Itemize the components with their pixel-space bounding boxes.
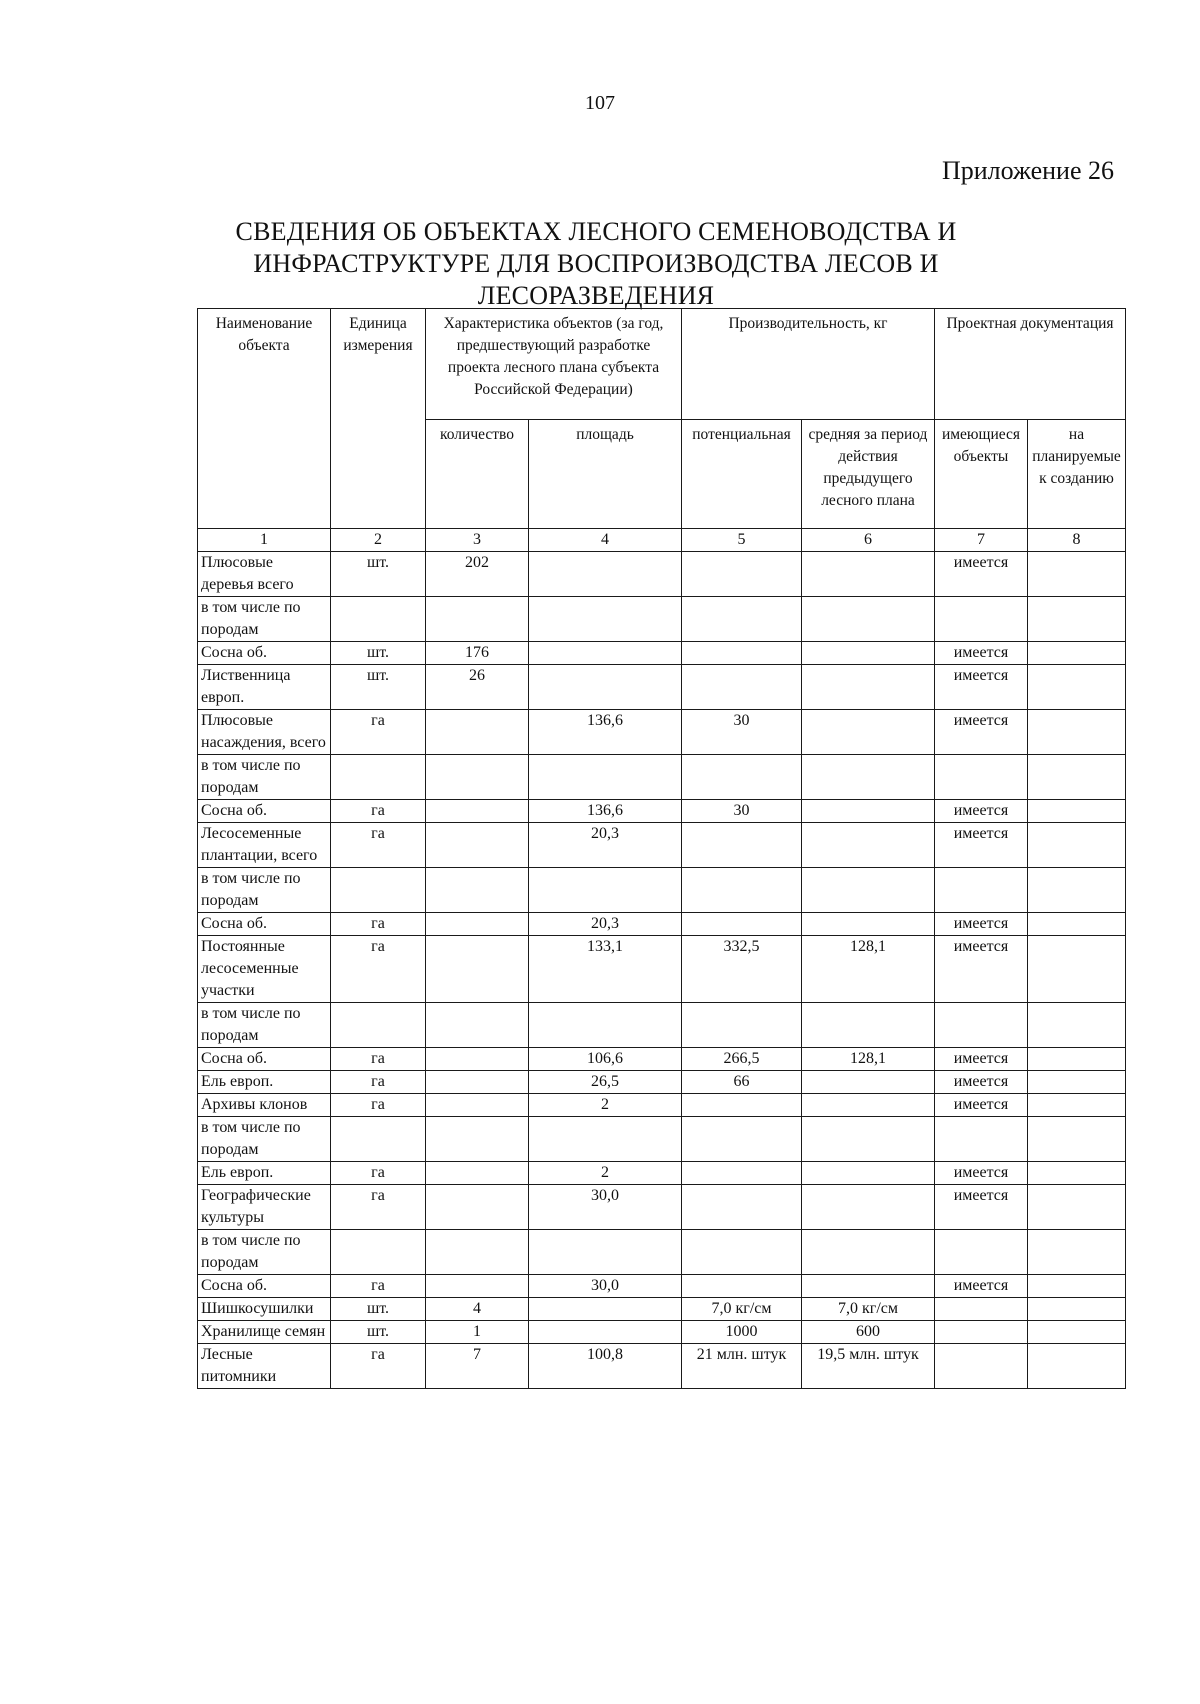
cell-planned [1028, 1185, 1126, 1230]
table-row [198, 665, 1126, 710]
cell-quantity [426, 1048, 529, 1071]
cell-potential [682, 1230, 802, 1275]
cell-average: 19,5 млн. штук [802, 1344, 935, 1389]
cell-existing: имеется [935, 823, 1028, 868]
cell-planned [1028, 755, 1126, 800]
header-planned: на планируемые к созданию [1028, 420, 1126, 529]
cell-quantity [426, 1162, 529, 1185]
cell-existing [935, 1321, 1028, 1344]
cell-name: в том числе по породам [198, 1230, 331, 1275]
cell-area: 26,5 [529, 1071, 682, 1094]
cell-potential: 1000 [682, 1321, 802, 1344]
cell-name: в том числе по породам [198, 755, 331, 800]
column-number: 6 [802, 529, 935, 552]
header-area: площадь [529, 420, 682, 529]
cell-quantity [426, 1185, 529, 1230]
header-name: Наименование объекта [198, 309, 331, 529]
cell-quantity [426, 1230, 529, 1275]
cell-existing: имеется [935, 642, 1028, 665]
cell-average: 128,1 [802, 1048, 935, 1071]
cell-name: Плюсовые насаждения, всего [198, 710, 331, 755]
cell-quantity [426, 868, 529, 913]
cell-average: 600 [802, 1321, 935, 1344]
cell-average [802, 552, 935, 597]
cell-area [529, 597, 682, 642]
cell-name: Сосна об. [198, 1048, 331, 1071]
column-numbers-row [198, 529, 1126, 552]
cell-area [529, 552, 682, 597]
table-row [198, 755, 1126, 800]
header-documentation: Проектная документация [935, 309, 1126, 420]
cell-average [802, 755, 935, 800]
cell-name: Ель европ. [198, 1071, 331, 1094]
cell-average [802, 868, 935, 913]
cell-unit [331, 868, 426, 913]
cell-average [802, 1071, 935, 1094]
cell-average [802, 1094, 935, 1117]
cell-unit [331, 1117, 426, 1162]
cell-potential: 66 [682, 1071, 802, 1094]
cell-name: Хранилище семян [198, 1321, 331, 1344]
page-number: 107 [585, 92, 615, 114]
cell-potential [682, 552, 802, 597]
cell-unit: га [331, 800, 426, 823]
cell-name: в том числе по породам [198, 1117, 331, 1162]
cell-planned [1028, 552, 1126, 597]
cell-area: 20,3 [529, 913, 682, 936]
table-row [198, 936, 1126, 1003]
cell-unit: шт. [331, 642, 426, 665]
cell-potential [682, 913, 802, 936]
cell-quantity: 202 [426, 552, 529, 597]
table-row [198, 1298, 1126, 1321]
table-row [198, 1094, 1126, 1117]
cell-potential: 266,5 [682, 1048, 802, 1071]
cell-area: 136,6 [529, 710, 682, 755]
cell-area: 2 [529, 1094, 682, 1117]
header-characteristics: Характеристика объектов (за год, предшествующий разработке проекта лесного плана субъекта Российской Федерации) [426, 309, 682, 420]
cell-potential [682, 823, 802, 868]
cell-area: 30,0 [529, 1275, 682, 1298]
cell-existing: имеется [935, 913, 1028, 936]
table-row [198, 597, 1126, 642]
cell-average: 128,1 [802, 936, 935, 1003]
cell-planned [1028, 1230, 1126, 1275]
seed-objects-table [197, 308, 1126, 1389]
header-productivity: Производительность, кг [682, 309, 935, 420]
table-row [198, 642, 1126, 665]
cell-potential [682, 868, 802, 913]
cell-unit: шт. [331, 1298, 426, 1321]
cell-unit: шт. [331, 1321, 426, 1344]
cell-unit: га [331, 1162, 426, 1185]
cell-average [802, 913, 935, 936]
cell-name: Лесные питомники [198, 1344, 331, 1389]
cell-existing [935, 1003, 1028, 1048]
table-row [198, 1003, 1126, 1048]
table-row [198, 823, 1126, 868]
cell-planned [1028, 913, 1126, 936]
header-quantity: количество [426, 420, 529, 529]
cell-planned [1028, 936, 1126, 1003]
cell-existing: имеется [935, 665, 1028, 710]
cell-potential [682, 1003, 802, 1048]
cell-name: Сосна об. [198, 1275, 331, 1298]
cell-name: Лиственница европ. [198, 665, 331, 710]
column-number: 2 [331, 529, 426, 552]
cell-planned [1028, 1094, 1126, 1117]
table-row [198, 868, 1126, 913]
cell-average [802, 800, 935, 823]
table-row [198, 1162, 1126, 1185]
cell-name: Сосна об. [198, 642, 331, 665]
cell-planned [1028, 1048, 1126, 1071]
cell-area [529, 665, 682, 710]
cell-average [802, 823, 935, 868]
cell-name: Географические культуры [198, 1185, 331, 1230]
cell-planned [1028, 1275, 1126, 1298]
table-row [198, 1071, 1126, 1094]
cell-planned [1028, 1344, 1126, 1389]
cell-area [529, 642, 682, 665]
cell-area: 30,0 [529, 1185, 682, 1230]
cell-existing [935, 1298, 1028, 1321]
column-number: 4 [529, 529, 682, 552]
document-title [196, 216, 996, 312]
cell-quantity [426, 1003, 529, 1048]
cell-potential: 30 [682, 710, 802, 755]
cell-planned [1028, 868, 1126, 913]
cell-potential [682, 1275, 802, 1298]
cell-average [802, 665, 935, 710]
cell-unit [331, 597, 426, 642]
cell-average: 7,0 кг/см [802, 1298, 935, 1321]
cell-quantity: 26 [426, 665, 529, 710]
cell-potential [682, 597, 802, 642]
cell-quantity: 1 [426, 1321, 529, 1344]
cell-planned [1028, 642, 1126, 665]
cell-unit [331, 1230, 426, 1275]
cell-average [802, 1162, 935, 1185]
column-number: 3 [426, 529, 529, 552]
cell-unit: га [331, 823, 426, 868]
header-unit: Единица измерения [331, 309, 426, 529]
table-row [198, 552, 1126, 597]
cell-existing: имеется [935, 710, 1028, 755]
cell-name: в том числе по породам [198, 1003, 331, 1048]
cell-potential [682, 1185, 802, 1230]
cell-name: Сосна об. [198, 913, 331, 936]
cell-average [802, 1003, 935, 1048]
cell-unit: га [331, 1344, 426, 1389]
appendix-label: Приложение 26 [941, 156, 1114, 185]
cell-planned [1028, 1071, 1126, 1094]
cell-area [529, 1117, 682, 1162]
cell-existing [935, 1230, 1028, 1275]
cell-average [802, 1117, 935, 1162]
cell-quantity: 176 [426, 642, 529, 665]
cell-quantity: 7 [426, 1344, 529, 1389]
cell-existing: имеется [935, 1185, 1028, 1230]
cell-area [529, 1003, 682, 1048]
cell-area [529, 1298, 682, 1321]
cell-name: Ель европ. [198, 1162, 331, 1185]
cell-area [529, 1230, 682, 1275]
cell-quantity [426, 1275, 529, 1298]
table-row [198, 913, 1126, 936]
column-number: 1 [198, 529, 331, 552]
cell-potential: 21 млн. штук [682, 1344, 802, 1389]
cell-area [529, 755, 682, 800]
cell-unit: шт. [331, 552, 426, 597]
cell-name: Архивы клонов [198, 1094, 331, 1117]
cell-name: в том числе по породам [198, 597, 331, 642]
cell-planned [1028, 1117, 1126, 1162]
table-row [198, 1185, 1126, 1230]
cell-potential [682, 1094, 802, 1117]
cell-quantity [426, 1094, 529, 1117]
cell-unit: га [331, 1275, 426, 1298]
cell-planned [1028, 710, 1126, 755]
cell-quantity [426, 936, 529, 1003]
title-line: ЛЕСОРАЗВЕДЕНИЯ [477, 281, 715, 310]
cell-unit [331, 755, 426, 800]
cell-potential: 7,0 кг/см [682, 1298, 802, 1321]
cell-unit: га [331, 1185, 426, 1230]
cell-existing: имеется [935, 1094, 1028, 1117]
cell-existing: имеется [935, 800, 1028, 823]
cell-existing: имеется [935, 1275, 1028, 1298]
cell-unit: га [331, 1048, 426, 1071]
cell-average [802, 710, 935, 755]
cell-quantity [426, 597, 529, 642]
cell-potential [682, 642, 802, 665]
cell-planned [1028, 1298, 1126, 1321]
cell-area: 133,1 [529, 936, 682, 1003]
cell-unit: га [331, 936, 426, 1003]
cell-existing [935, 868, 1028, 913]
cell-existing [935, 755, 1028, 800]
cell-quantity [426, 710, 529, 755]
header-existing: имеющиеся объекты [935, 420, 1028, 529]
header-potential: потенциальная [682, 420, 802, 529]
column-number: 7 [935, 529, 1028, 552]
cell-name: Сосна об. [198, 800, 331, 823]
cell-name: Лесосеменные плантации, всего [198, 823, 331, 868]
cell-unit: га [331, 1094, 426, 1117]
cell-potential [682, 1117, 802, 1162]
cell-name: Шишкосушилки [198, 1298, 331, 1321]
table-row [198, 1230, 1126, 1275]
column-number: 8 [1028, 529, 1126, 552]
cell-quantity [426, 800, 529, 823]
cell-average [802, 1185, 935, 1230]
cell-quantity [426, 1117, 529, 1162]
cell-quantity [426, 755, 529, 800]
header-average: средняя за период действия предыдущего лесного плана [802, 420, 935, 529]
cell-existing [935, 597, 1028, 642]
title-line: ИНФРАСТРУКТУРЕ ДЛЯ ВОСПРОИЗВОДСТВА ЛЕСОВ И [253, 249, 939, 278]
cell-existing [935, 1344, 1028, 1389]
cell-quantity [426, 1071, 529, 1094]
cell-name: Постоянные лесосеменные участки [198, 936, 331, 1003]
table-row [198, 710, 1126, 755]
cell-planned [1028, 1003, 1126, 1048]
cell-existing [935, 1117, 1028, 1162]
title-line: СВЕДЕНИЯ ОБ ОБЪЕКТАХ ЛЕСНОГО СЕМЕНОВОДСТВА И [235, 217, 957, 246]
cell-unit: га [331, 710, 426, 755]
cell-area: 20,3 [529, 823, 682, 868]
cell-area [529, 868, 682, 913]
cell-unit: шт. [331, 665, 426, 710]
cell-potential: 30 [682, 800, 802, 823]
cell-planned [1028, 665, 1126, 710]
cell-average [802, 597, 935, 642]
cell-existing: имеется [935, 552, 1028, 597]
table-row [198, 1321, 1126, 1344]
cell-average [802, 642, 935, 665]
cell-existing: имеется [935, 936, 1028, 1003]
cell-planned [1028, 823, 1126, 868]
cell-planned [1028, 1162, 1126, 1185]
cell-area: 2 [529, 1162, 682, 1185]
cell-area [529, 1321, 682, 1344]
table-row [198, 1048, 1126, 1071]
cell-quantity [426, 823, 529, 868]
cell-planned [1028, 800, 1126, 823]
cell-average [802, 1230, 935, 1275]
cell-planned [1028, 597, 1126, 642]
cell-unit [331, 1003, 426, 1048]
cell-area: 106,6 [529, 1048, 682, 1071]
cell-existing: имеется [935, 1162, 1028, 1185]
cell-area: 100,8 [529, 1344, 682, 1389]
cell-unit: га [331, 913, 426, 936]
cell-unit: га [331, 1071, 426, 1094]
cell-quantity: 4 [426, 1298, 529, 1321]
cell-quantity [426, 913, 529, 936]
cell-planned [1028, 1321, 1126, 1344]
cell-existing: имеется [935, 1048, 1028, 1071]
cell-potential [682, 665, 802, 710]
cell-potential [682, 1162, 802, 1185]
cell-existing: имеется [935, 1071, 1028, 1094]
column-number: 5 [682, 529, 802, 552]
cell-area: 136,6 [529, 800, 682, 823]
cell-average [802, 1275, 935, 1298]
cell-name: в том числе по породам [198, 868, 331, 913]
table-row [198, 1275, 1126, 1298]
table-row [198, 1117, 1126, 1162]
cell-potential [682, 755, 802, 800]
cell-name: Плюсовые деревья всего [198, 552, 331, 597]
table-row [198, 1344, 1126, 1389]
table-row [198, 800, 1126, 823]
cell-potential: 332,5 [682, 936, 802, 1003]
